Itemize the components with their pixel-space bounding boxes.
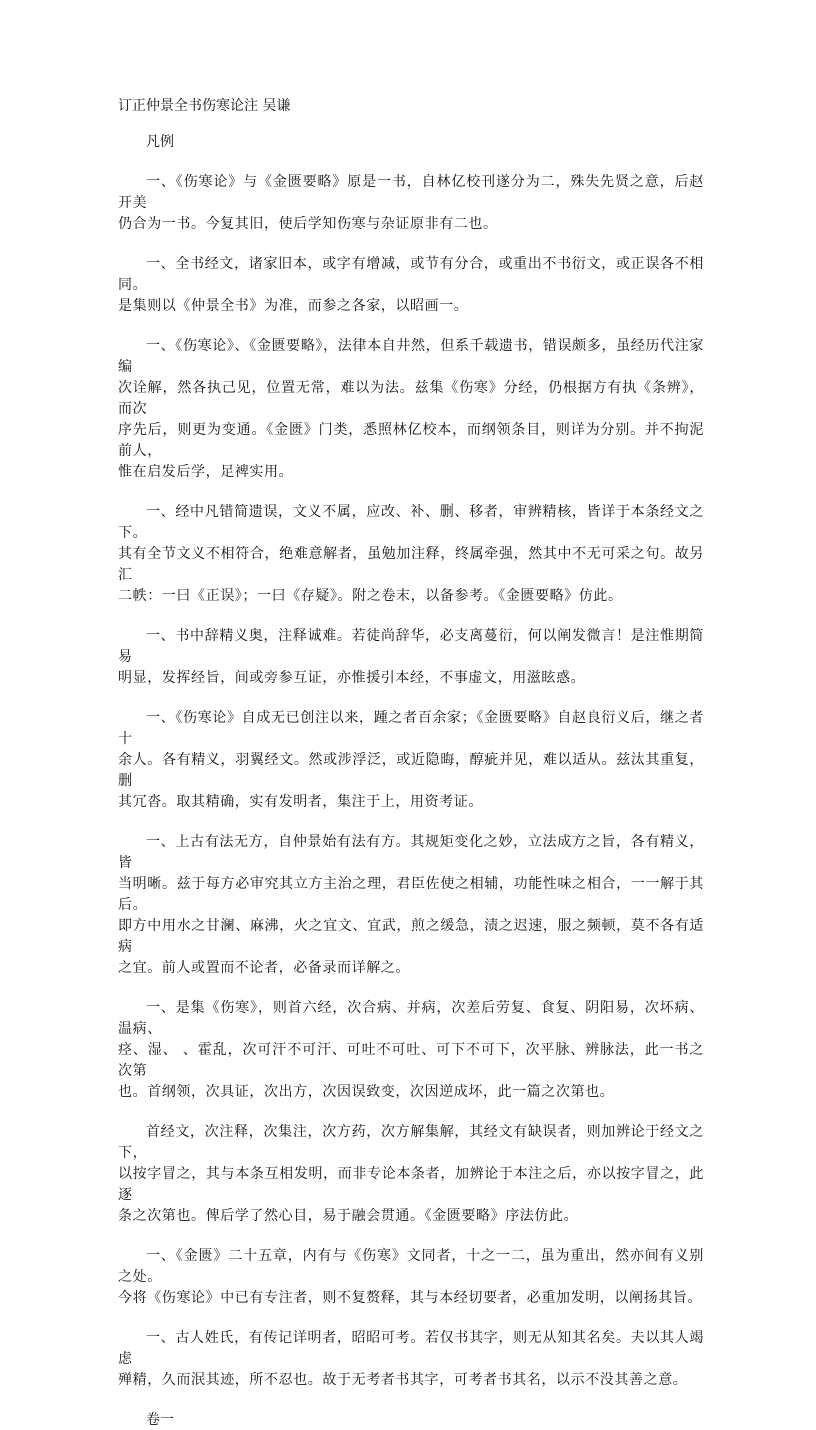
paragraph-line: 首经文，次注释，次集注，次方药，次方解集解，其经文有缺误者，则加辨论于经文之下，	[118, 1124, 704, 1161]
paragraph-line: 明显，发挥经旨，间或旁参互证，亦惟援引本经，不事虚文，用滋眩惑。	[118, 670, 586, 686]
paragraph	[118, 1328, 704, 1391]
paragraph	[118, 336, 704, 483]
paragraph-line: 二帙：一曰《正误》；一曰《存疑》。附之卷末，以备参考。《金匮要略》仿此。	[118, 588, 623, 604]
paragraph-line: 一、是集《伤寒》，则首六经，次合病、并病，次差后劳复、食复、阴阳易，次坏病、温病、	[118, 1000, 704, 1037]
paragraph-line: 惟在启发后学，足裨实用。	[118, 464, 294, 480]
paragraph-line: 仍合为一书。今复其旧，使后学知伤寒与杂证原非有二也。	[118, 216, 498, 232]
paragraph-line: 之宜。前人或置而不论者，必备录而详解之。	[118, 960, 410, 976]
document-title: 订正仲景全书伤寒论注 吴谦	[118, 98, 291, 114]
paragraph-line: 一、经中凡错简遗误，文义不属，应改、补、删、移者，审辨精核，皆详于本条经文之下。	[118, 504, 704, 541]
paragraph-line: 也。首纲领，次具证，次出方，次因误致变，次因逆成坏，此一篇之次第也。	[118, 1084, 615, 1100]
paragraph-line: 一、书中辞精义奥，注释诚难。若徒尚辞华，必支离蔓衍，何以阐发微言！是注惟期简易	[118, 628, 704, 665]
document-page	[118, 96, 704, 1430]
paragraph-line: 一、全书经文，诸家旧本，或字有增减，或节有分合，或重出不书衍文，或正误各不相同。	[118, 256, 704, 293]
paragraph-line: 一、上古有法无方，自仲景始有法有方。其规矩变化之妙，立法成方之旨，各有精义，皆	[118, 834, 704, 871]
paragraph-line: 以按字冒之，其与本条互相发明，而非专论本条者，加辨论于本注之后，亦以按字冒之，此逐	[118, 1166, 704, 1203]
paragraph-line: 余人。各有精义，羽翼经文。然或涉浮泛，或近隐晦，醇疵并见，难以适从。兹汰其重复，删	[118, 752, 704, 789]
paragraph-line: 今将《伤寒论》中已有专注者，则不复赘释，其与本经切要者，必重加发明，以阐扬其旨。	[118, 1290, 702, 1306]
paragraph-line: 序先后，则更为变通。《金匮》门类，悉照林亿校本，而纲领条目，则详为分别。并不拘泥前人，	[118, 422, 704, 459]
paragraph-line: 当明晰。兹于每方必审究其立方主治之理，君臣佐使之相辅，功能性味之相合，一一解于其后。	[118, 876, 704, 913]
section-heading: 凡例	[146, 134, 174, 150]
paragraph-list	[118, 172, 704, 1391]
paragraph	[118, 502, 704, 607]
paragraph-line: 是集则以《仲景全书》为准，而参之各家，以昭画一。	[118, 298, 469, 314]
paragraph-line: 一、《金匮》二十五章，内有与《伤寒》文同者，十之一二，虽为重出，然亦间有义别之处。	[118, 1248, 704, 1285]
paragraph	[118, 626, 704, 689]
paragraph	[118, 1122, 704, 1227]
paragraph	[118, 172, 704, 235]
paragraph-line: 即方中用水之甘澜、麻沸，火之宜文、宜武，煎之缓急，渍之迟速，服之频顿，莫不各有适病	[118, 918, 704, 955]
paragraph-line: 殚精，久而泯其迹，所不忍也。故于无考者书其字，可考者书其名，以示不没其善之意。	[118, 1372, 688, 1388]
paragraph-line: 次诠解，然各执己见，位置无常，难以为法。兹集《伤寒》分经，仍根据方有执《条辨》，而次	[118, 380, 704, 417]
paragraph-line: 一、《伤寒论》自成无已创注以来，踵之者百余家；《金匮要略》自赵良衍义后，继之者十	[118, 710, 704, 747]
paragraph-line: 一、《伤寒论》、《金匮要略》，法律本自井然，但系千载遗书，错误颇多，虽经历代注家编	[118, 338, 704, 375]
paragraph	[118, 1246, 704, 1309]
paragraph	[118, 708, 704, 813]
paragraph-line: 一、《伤寒论》与《金匮要略》原是一书，自林亿校刊遂分为二，殊失先贤之意，后赵开美	[118, 174, 704, 211]
paragraph	[118, 998, 704, 1103]
paragraph	[118, 254, 704, 317]
paragraph-line: 条之次第也。俾后学了然心目，易于融会贯通。《金匮要略》序法仿此。	[118, 1208, 579, 1224]
paragraph-line: 痉、湿、 、霍乱，次可汗不可汗、可吐不可吐、可下不可下，次平脉、辨脉法，此一书之次第	[118, 1042, 704, 1079]
paragraph-line: 一、古人姓氏，有传记详明者，昭昭可考。若仅书其字，则无从知其名矣。夫以其人竭虑	[118, 1330, 704, 1367]
paragraph-line: 其冗沓。取其精确，实有发明者，集注于上，用资考证。	[118, 794, 483, 810]
next-section-heading: 卷一	[146, 1412, 174, 1428]
paragraph-line: 其有全节文义不相符合，绝难意解者，虽勉加注释，终属牵强，然其中不无可采之句。故另汇	[118, 546, 704, 583]
paragraph	[118, 832, 704, 979]
